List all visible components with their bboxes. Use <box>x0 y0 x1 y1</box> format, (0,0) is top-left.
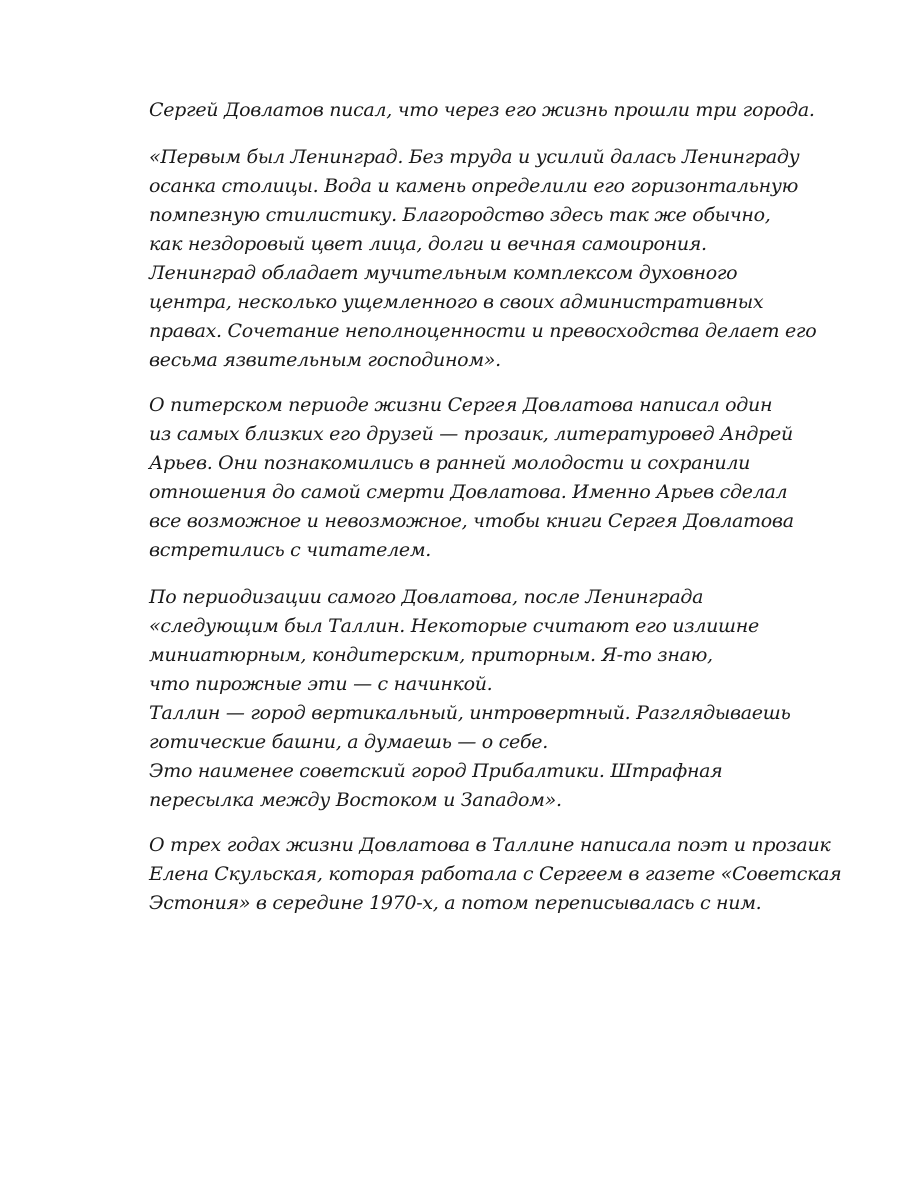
text-line: О трех годах жизни Довлатова в Таллине написала поэт и прозаик <box>149 834 831 856</box>
paragraph-tallinn-quote <box>149 583 789 815</box>
paragraph-leningrad-quote <box>149 143 817 375</box>
text-line: из самых близких его друзей — прозаик, литературовед Андрей <box>149 423 793 445</box>
text-line: миниатюрным, кондитерским, приторным. Я-то знаю, <box>149 644 713 666</box>
text-line: осанка столицы. Вода и камень определили его горизонтальную <box>149 175 799 197</box>
text-line: Таллин — город вертикальный, интровертный. Разглядываешь <box>149 702 791 724</box>
text-line: «Первым был Ленинград. Без труда и усилий далась Ленинграду <box>149 146 800 168</box>
text-line: все возможное и невозможное, чтобы книги Сергея Довлатова <box>149 510 794 532</box>
paragraph-intro <box>149 96 815 125</box>
text-line: готические башни, а думаешь — о себе. <box>149 731 548 753</box>
paragraph-skulskaya <box>149 831 842 918</box>
text-line: правах. Сочетание неполноценности и превосходства делает его <box>149 320 817 342</box>
text-line: О питерском периоде жизни Сергея Довлатова написал один <box>149 394 773 416</box>
text-line: как нездоровый цвет лица, долги и вечная самоирония. <box>149 233 707 255</box>
text-line: Ленинград обладает мучительным комплексом духовного <box>149 262 738 284</box>
text-line: Это наименее советский город Прибалтики. Штрафная <box>149 760 723 782</box>
text-line: Елена Скульская, которая работала с Сергеем в газете «Советская <box>149 863 842 885</box>
paragraph-ariev <box>149 391 794 565</box>
text-line: центра, несколько ущемленного в своих административных <box>149 291 764 313</box>
text-line: помпезную стилистику. Благородство здесь так же обычно, <box>149 204 771 226</box>
text-line: что пирожные эти — с начинкой. <box>149 673 493 695</box>
text-line: Эстония» в середине 1970-х, а потом переписывалась с ним. <box>149 892 762 914</box>
text-line: пересылка между Востоком и Западом». <box>149 789 562 811</box>
text-line: встретились с читателем. <box>149 539 432 561</box>
text-line: Сергей Довлатов писал, что через его жизнь прошли три города. <box>149 99 815 121</box>
text-line: Арьев. Они познакомились в ранней молодости и сохранили <box>149 452 751 474</box>
text-line: По периодизации самого Довлатова, после Ленинграда <box>149 586 704 608</box>
text-line: «следующим был Таллин. Некоторые считают его излишне <box>149 615 759 637</box>
text-line: весьма язвительным господином». <box>149 349 501 371</box>
text-line: отношения до самой смерти Довлатова. Именно Арьев сделал <box>149 481 788 503</box>
